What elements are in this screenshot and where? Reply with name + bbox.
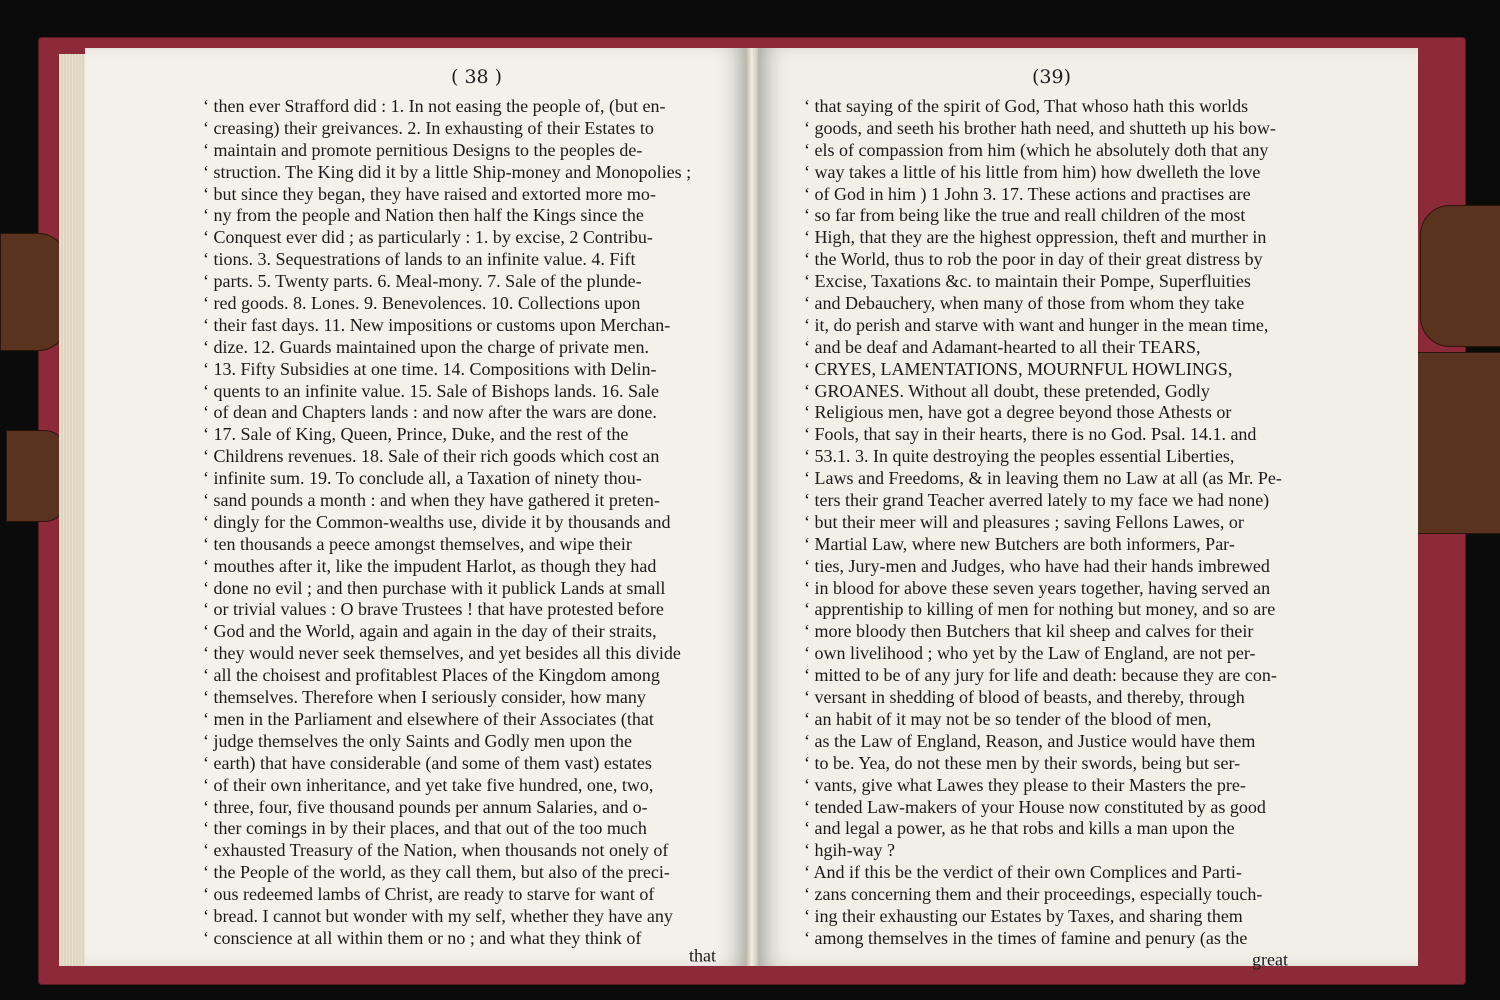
text-line: ‘ mouthes after it, like the impudent Harlot, as though they had xyxy=(203,555,657,576)
text-line: ‘ els of compassion from him (which he absolutely doth that any xyxy=(804,139,1269,160)
text-line: ‘ Religious men, have got a degree beyond those Athests or xyxy=(804,402,1232,423)
text-line: ‘ Conquest ever did ; as particularly : 1. by excise, 2 Contribu- xyxy=(203,227,653,248)
text-line: ‘ ous redeemed lambs of Christ, are ready to starve for want of xyxy=(203,884,655,905)
text-line: ‘ tions. 3. Sequestrations of lands to an infinite value. 4. Fift xyxy=(203,249,636,270)
text-line: ‘ judge themselves the only Saints and Godly men upon the xyxy=(203,730,632,751)
text-line: ‘ in blood for above these seven years together, having served an xyxy=(804,577,1271,598)
text-line: ‘ all the choisest and profitablest Places of the Kingdom among xyxy=(203,665,660,686)
text-line: ‘ that saying of the spirit of God, That whoso hath this worlds xyxy=(804,96,1249,116)
text-line: ‘ ther comings in by their places, and that out of the too much xyxy=(203,818,647,839)
text-line: ‘ God and the World, again and again in the day of their straits, xyxy=(203,621,657,642)
text-line: ‘ 13. Fifty Subsidies at one time. 14. Compositions with Delin- xyxy=(203,358,657,379)
text-line: ‘ so far from being like the true and reall children of the most xyxy=(804,205,1246,226)
text-line: ‘ then ever Strafford did : 1. In not easing the people of, (but en- xyxy=(203,96,666,116)
text-line: ‘ red goods. 8. Lones. 9. Benevolences. 10. Collections upon xyxy=(203,293,641,314)
text-line: ‘ an habit of it may not be so tender of the blood of men, xyxy=(804,708,1212,729)
left-page-text xyxy=(203,96,691,950)
text-line: ‘ or trivial values : O brave Trustees ! that have protested before xyxy=(203,599,664,620)
text-line: ‘ Martial Law, where new Butchers are both informers, Par- xyxy=(804,533,1235,554)
text-line: ‘ High, that they are the highest oppression, theft and murther in xyxy=(804,227,1267,248)
left-catchword: that xyxy=(689,945,716,966)
text-line: ‘ Laws and Freedoms, & in leaving them no Law at all (as Mr. Pe- xyxy=(804,468,1282,489)
text-line: ‘ men in the Parliament and elsewhere of their Associates (that xyxy=(203,708,654,729)
text-line: ‘ vants, give what Lawes they please to their Masters the pre- xyxy=(804,774,1246,795)
text-line: ‘ ing their exhausting our Estates by Taxes, and sharing them xyxy=(804,905,1243,926)
text-line: ‘ of their own inheritance, and yet take five hundred, one, two, xyxy=(203,774,654,795)
text-line: ‘ creasing) their greivances. 2. In exhausting of their Estates to xyxy=(203,117,654,138)
right-page xyxy=(758,48,1418,970)
text-line: ‘ and be deaf and Adamant-hearted to all their TEARS, xyxy=(804,336,1201,357)
text-line: ‘ done no evil ; and then purchase with it publick Lands at small xyxy=(203,577,666,598)
left-page-number: ( 38 ) xyxy=(451,66,503,88)
text-line: ‘ the World, thus to rob the poor in day of their great distress by xyxy=(804,249,1263,270)
text-line: ‘ goods, and seeth his brother hath need, and shutteth up his bow- xyxy=(804,117,1276,138)
text-line: ‘ dingly for the Common-wealths use, divide it by thousands and xyxy=(203,511,671,532)
text-line: ‘ Excise, Taxations &c. to maintain their Pompe, Superfluities xyxy=(804,271,1251,292)
text-line: ‘ of God in him ) 1 John 3. 17. These actions and practises are xyxy=(804,183,1251,204)
text-line: ‘ and Debauchery, when many of those from whom they take xyxy=(804,293,1245,314)
text-line: ‘ GROANES. Without all doubt, these pretended, Godly xyxy=(804,380,1210,401)
text-line: ‘ CRYES, LAMENTATIONS, MOURNFUL HOWLINGS, xyxy=(804,358,1233,379)
text-line: ‘ their fast days. 11. New impositions or customs upon Merchan- xyxy=(203,314,671,335)
text-line: ‘ ten thousands a peece amongst themselves, and wipe their xyxy=(203,533,632,554)
text-line: ‘ but their meer will and pleasures ; saving Fellons Lawes, or xyxy=(804,511,1244,532)
text-line: ‘ own livelihood ; who yet by the Law of England, are not per- xyxy=(804,643,1256,664)
text-line: ‘ sand pounds a month : and when they have gathered it preten- xyxy=(203,490,660,511)
text-line: ‘ ny from the people and Nation then half the Kings since the xyxy=(203,205,644,226)
text-line: ‘ bread. I cannot but wonder with my self, whether they have any xyxy=(203,905,673,926)
text-line: ‘ conscience at all within them or no ; and what they think of xyxy=(203,927,642,948)
right-page-number: (39) xyxy=(1032,66,1072,88)
text-line: ‘ as the Law of England, Reason, and Justice would have them xyxy=(804,730,1256,751)
text-line: ‘ Fools, that say in their hearts, there is no God. Psal. 14.1. and xyxy=(804,424,1257,445)
text-line: ‘ parts. 5. Twenty parts. 6. Meal-mony. 7. Sale of the plunde- xyxy=(203,271,642,292)
text-line: ‘ and legal a power, as he that robs and kills a man upon the xyxy=(804,818,1235,839)
text-line: ‘ Childrens revenues. 18. Sale of their rich goods which cost an xyxy=(203,446,660,467)
text-line: ‘ it, do perish and starve with want and hunger in the mean time, xyxy=(804,314,1269,335)
text-line: ‘ they would never seek themselves, and yet besides all this divide xyxy=(203,643,681,664)
text-line: ‘ mitted to be of any jury for life and death: because they are con- xyxy=(804,665,1277,686)
text-line: ‘ ties, Jury-men and Judges, who have had their hands imbrewed xyxy=(804,555,1270,576)
right-catchword: great xyxy=(1252,949,1288,970)
text-line: ‘ struction. The King did it by a little Ship-money and Monopolies ; xyxy=(203,161,692,182)
text-line: ‘ exhausted Treasury of the Nation, when thousands not onely of xyxy=(203,840,669,861)
text-line: ‘ apprentiship to killing of men for nothing but money, and so are xyxy=(804,599,1276,620)
text-line: ‘ among themselves in the times of famine and penury (as the xyxy=(804,927,1248,948)
text-line: ‘ way takes a little of his little from him) how dwelleth the love xyxy=(804,161,1261,182)
text-line: ‘ quents to an infinite value. 15. Sale of Bishops lands. 16. Sale xyxy=(203,380,659,401)
text-line: ‘ the People of the world, as they call them, but also of the preci- xyxy=(203,862,670,883)
text-line: ‘ but since they began, they have raised and extorted more mo- xyxy=(203,183,656,204)
text-line: ‘ more bloody then Butchers that kil sheep and calves for their xyxy=(804,621,1254,642)
right-clip-icon xyxy=(1420,205,1500,347)
text-line: ‘ of dean and Chapters lands : and now after the wars are done. xyxy=(203,402,657,423)
text-line: ‘ zans concerning them and their proceedings, especially touch- xyxy=(804,884,1263,905)
right-page-text xyxy=(804,96,1282,950)
text-line: ‘ infinite sum. 19. To conclude all, a Taxation of ninety thou- xyxy=(203,468,642,489)
text-line: ‘ versant in shedding of blood of beasts, and thereby, through xyxy=(804,687,1245,708)
text-line: ‘ earth) that have considerable (and some of them vast) estates xyxy=(203,752,652,773)
text-line: ‘ three, four, five thousand pounds per annum Salaries, and o- xyxy=(203,796,648,817)
text-line: ‘ themselves. Therefore when I seriously consider, how many xyxy=(203,687,646,708)
text-line: ‘ ters their grand Teacher averred lately to my face we had none) xyxy=(804,490,1270,511)
text-line: ‘ 53.1. 3. In quite destroying the peoples essential Liberties, xyxy=(804,446,1235,467)
text-line: ‘ maintain and promote pernitious Designs to the peoples de- xyxy=(203,139,643,160)
text-line: ‘ 17. Sale of King, Queen, Prince, Duke, and the rest of the xyxy=(203,424,629,445)
text-line: ‘ dize. 12. Guards maintained upon the charge of private men. xyxy=(203,336,650,357)
left-page xyxy=(85,48,747,966)
text-line: ‘ And if this be the verdict of their own Complices and Parti- xyxy=(804,862,1242,883)
text-line: ‘ hgih-way ? xyxy=(804,840,895,861)
text-line: ‘ to be. Yea, do not these men by their swords, being but ser- xyxy=(804,752,1241,773)
text-line: ‘ tended Law-makers of your House now constituted by as good xyxy=(804,796,1266,817)
left-clip-icon xyxy=(0,233,68,351)
